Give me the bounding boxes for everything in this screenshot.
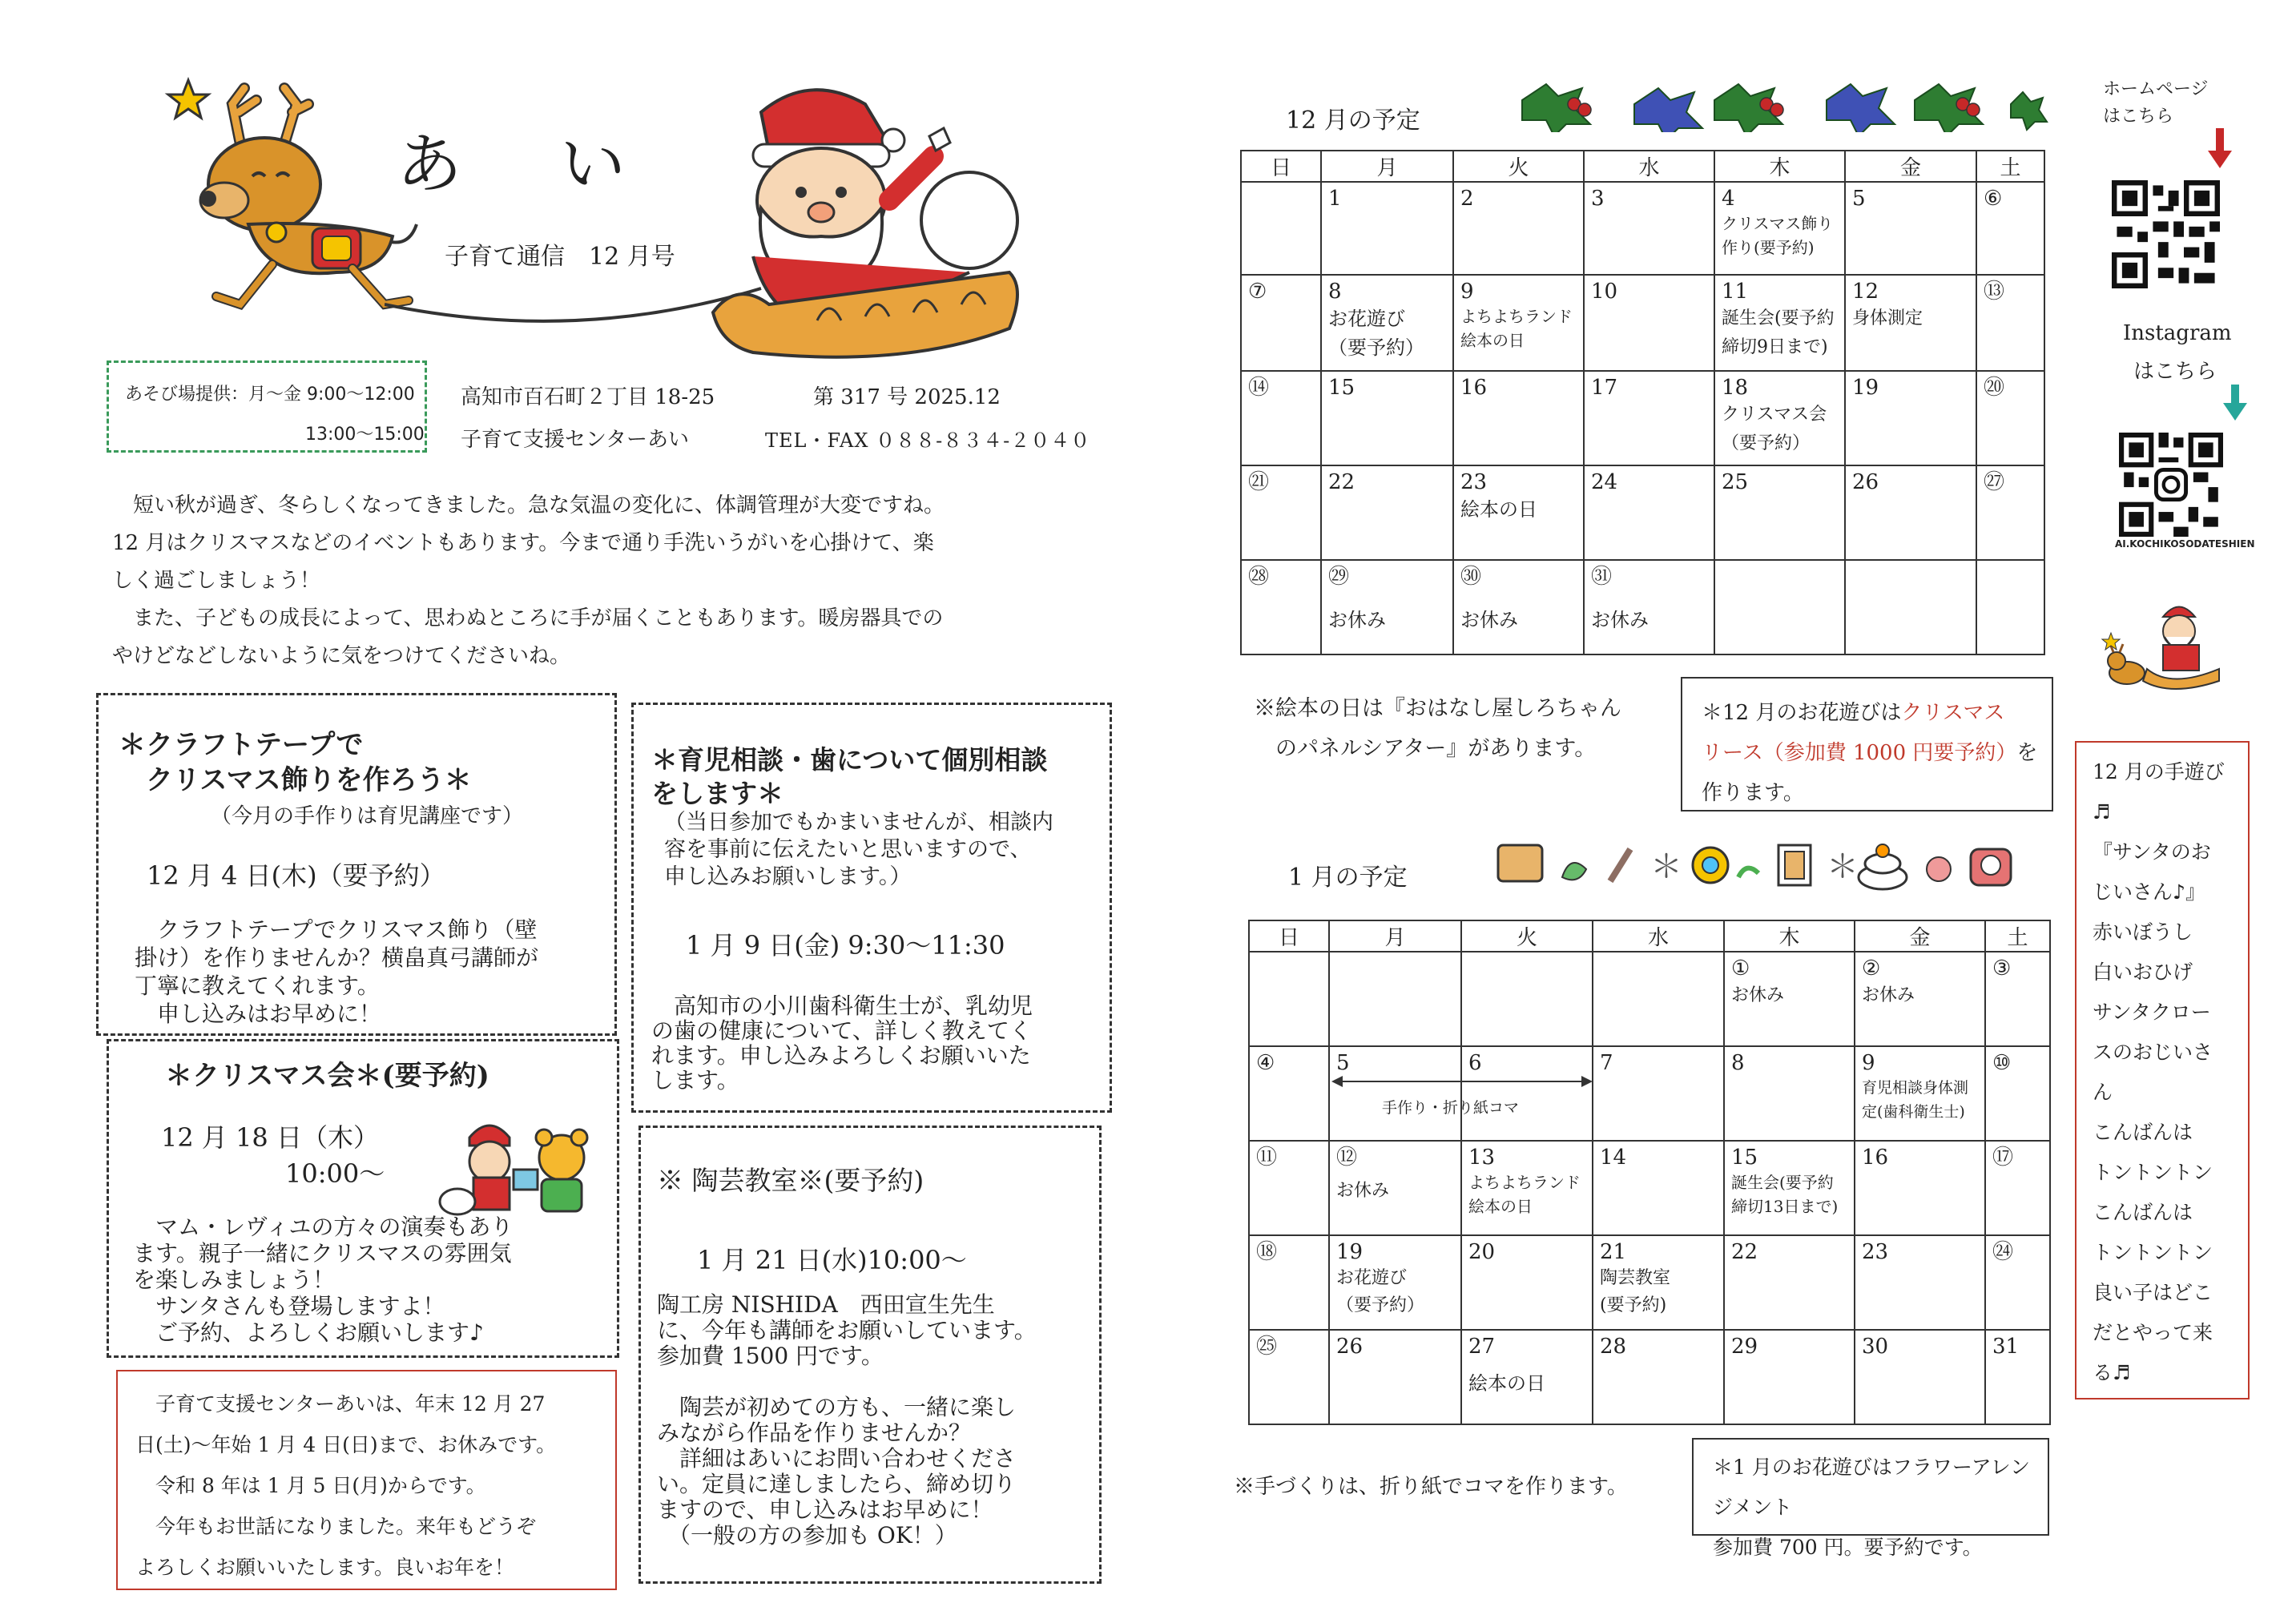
day-event: お休み <box>1862 985 1915 1005</box>
center-tel-fax: TEL・FAX ０８８-８３４-２０４０ <box>765 429 1091 452</box>
calendar-cell <box>1976 182 2044 275</box>
calendar-cell <box>1249 1141 1329 1235</box>
day-event: 陶芸教室 (要予約) <box>1600 1268 1671 1315</box>
christmas-party-box <box>107 1039 619 1358</box>
day-event: お休み <box>1460 609 1518 631</box>
day-number: 24 <box>1591 470 1618 494</box>
day-number: 9 <box>1862 1051 1875 1075</box>
day-number: 12 <box>1852 280 1879 304</box>
day-number: ㉙ <box>1328 565 1350 589</box>
day-number: 16 <box>1862 1146 1889 1170</box>
day-number: ㉛ <box>1591 565 1613 589</box>
day-number: 26 <box>1852 470 1879 494</box>
holly-decoration <box>1514 68 2059 132</box>
day-number: ㉔ <box>1992 1240 2014 1264</box>
day-number: 27 <box>1468 1335 1496 1359</box>
flower-note-prefix: ＊12 月のお花遊びは <box>1702 701 1902 725</box>
weekday-thu: 木 <box>1714 151 1845 182</box>
calendar-cell <box>1845 465 1976 560</box>
consultation-title: ＊育児相談・歯について個別相談 をします＊ <box>651 744 1048 809</box>
day-number: 30 <box>1862 1335 1889 1359</box>
calendar-cell-empty <box>1976 560 2044 654</box>
calendar-cell <box>1453 465 1584 560</box>
day-number: 31 <box>1992 1335 2020 1359</box>
calendar-cell-empty <box>1845 560 1976 654</box>
intro-paragraph: 短い秋が過ぎ、冬らしくなってきました。急な気温の変化に、体調管理が大変ですね。 12 月はクリスマスなどのイベントもあります。今まで通り手洗いうがいを心掛けて、楽 しく過ごしましょう！ また、子どもの成長によって、思わぬところに手が届くこともあります。暖房器具での やけどなどしないように気をつけてくださいね。 <box>112 493 945 668</box>
day-number: 22 <box>1731 1240 1758 1264</box>
christmas-party-body: マム・レヴィユの方々の演奏もあり ます。親子一緒にクリスマスの雰囲気 を楽しみましょう！ サンタさんも登場しますよ！ ご予約、よろしくお願いします♪ <box>133 1214 514 1346</box>
weekday-fri: 金 <box>1845 151 1976 182</box>
weekday-mon: 月 <box>1321 151 1453 182</box>
calendar-cell <box>1985 1046 2050 1141</box>
calendar-cell <box>1855 1046 1985 1141</box>
craft-title: ＊クラフトテープで クリスマス飾りを作ろう＊ <box>119 729 472 796</box>
calendar-cell <box>1329 1141 1461 1235</box>
calendar-cell-empty <box>1461 952 1593 1046</box>
calendar-cell <box>1855 1330 1985 1424</box>
day-event: よちよちランド 絵本の日 <box>1460 307 1573 350</box>
day-event: お休み <box>1731 985 1785 1005</box>
weekday-tue: 火 <box>1453 151 1584 182</box>
weekday-fri: 金 <box>1855 920 1985 952</box>
day-number: 5 <box>1336 1051 1350 1075</box>
day-number: 26 <box>1336 1335 1364 1359</box>
double-arrow-icon <box>1330 1069 1594 1093</box>
day-number: 8 <box>1731 1051 1745 1075</box>
day-number: 29 <box>1731 1335 1758 1359</box>
weekday-wed: 水 <box>1584 151 1714 182</box>
december-note: ※絵本の日は『おはなし屋しろちゃん のパネルシアター』があります。 <box>1254 696 1621 761</box>
calendar-cell <box>1249 1330 1329 1424</box>
homepage-label: ホームページ はこちら <box>2103 79 2209 127</box>
consultation-subtitle: （当日参加でもかまいませんが、相談内 容を事前に伝えたいと思いますので、 申し込みお願いします。） <box>664 810 1053 889</box>
calendar-cell <box>1584 465 1714 560</box>
calendar-cell <box>1584 560 1714 654</box>
calendar-cell <box>1453 371 1584 465</box>
day-event: 誕生会(要予約 締切9日まで) <box>1722 308 1835 357</box>
newsletter-title: あ い <box>397 127 642 203</box>
weekday-thu: 木 <box>1724 920 1855 952</box>
day-number: 19 <box>1852 376 1879 400</box>
day-number: 10 <box>1591 280 1618 304</box>
day-number: 1 <box>1328 187 1342 211</box>
day-number: ① <box>1731 956 1750 981</box>
calendar-cell <box>1855 1141 1985 1235</box>
weekday-sat: 土 <box>1985 920 2050 952</box>
consultation-box <box>631 703 1112 1113</box>
day-event: 身体測定 <box>1852 308 1923 328</box>
day-event: 育児相談身体測 定(歯科衛生士) <box>1862 1079 1969 1121</box>
day-event: お花遊び （要予約） <box>1336 1268 1425 1315</box>
calendar-cell <box>1724 952 1855 1046</box>
day-event: よちよちランド 絵本の日 <box>1468 1173 1581 1216</box>
day-number: 5 <box>1852 187 1866 211</box>
calendar-cell <box>1329 1235 1461 1330</box>
day-number: 2 <box>1460 187 1474 211</box>
january-calendar <box>1248 920 2051 1425</box>
calendar-cell <box>1584 371 1714 465</box>
december-flower-note <box>1702 693 2046 813</box>
day-number: ⑫ <box>1336 1146 1358 1170</box>
calendar-cell-empty <box>1329 952 1461 1046</box>
december-flower-note-box <box>1681 677 2053 812</box>
svg-text:＊: ＊ <box>1650 848 1682 885</box>
calendar-cell <box>1976 465 2044 560</box>
calendar-cell <box>1985 1141 2050 1235</box>
day-number: 17 <box>1591 376 1618 400</box>
calendar-cell <box>1714 371 1845 465</box>
homepage-qr-code[interactable] <box>2112 180 2220 288</box>
day-event: 誕生会(要予約 締切13日まで) <box>1731 1173 1839 1216</box>
day-number: ⑥ <box>1984 187 2003 211</box>
calendar-cell <box>1985 1330 2050 1424</box>
day-number: ⑪ <box>1256 1146 1278 1170</box>
day-number: ④ <box>1256 1051 1275 1075</box>
calendar-cell <box>1453 275 1584 371</box>
day-number: ② <box>1862 956 1881 981</box>
day-number: ㉕ <box>1256 1335 1278 1359</box>
new-year-decoration <box>1490 833 2051 897</box>
december-calendar <box>1240 150 2045 655</box>
play-hours-line2: 13:00～15:00 <box>305 425 425 445</box>
calendar-cell <box>1249 1046 1329 1141</box>
day-number: 3 <box>1591 187 1605 211</box>
calendar-cell <box>1845 182 1976 275</box>
day-event: お休み <box>1336 1181 1390 1201</box>
day-event: クリスマス会 （要予約） <box>1722 405 1827 453</box>
calendar-cell <box>1845 275 1976 371</box>
play-hours-line1: あそび場提供：月～金 9:00～12:00 <box>125 385 415 405</box>
day-event: 絵本の日 <box>1460 498 1537 521</box>
pottery-class-box <box>638 1126 1102 1584</box>
day-number: ⑳ <box>1984 376 2005 400</box>
calendar-cell <box>1845 371 1976 465</box>
day-number: ⑦ <box>1248 280 1267 304</box>
calendar-cell <box>1724 1330 1855 1424</box>
calendar-cell <box>1976 275 2044 371</box>
day-number: 8 <box>1328 280 1342 304</box>
calendar-cell <box>1985 952 2050 1046</box>
january-schedule-heading: 1 月の予定 <box>1288 864 1408 892</box>
consultation-body: 高知市の小川歯科衛生士が、乳幼児 の歯の健康について、詳しく教えてく れます。申し込みよろしくお願いいた します。 <box>651 993 1033 1093</box>
day-number: 21 <box>1600 1240 1627 1264</box>
issue-number: 第 317 号 2025.12 <box>813 385 1001 409</box>
day-number: 14 <box>1600 1146 1627 1170</box>
day-number: 23 <box>1460 470 1488 494</box>
calendar-cell <box>1321 275 1453 371</box>
calendar-cell <box>1241 465 1321 560</box>
calendar-cell <box>1855 1235 1985 1330</box>
weekday-sun: 日 <box>1249 920 1329 952</box>
small-santa-sleigh-illustration <box>2099 593 2227 705</box>
day-number: ㉘ <box>1248 565 1270 589</box>
january-flower-note: ＊1 月のお花遊びはフラワーアレンジメント 参加費 700 円。要予約です。 <box>1713 1456 2030 1559</box>
weekday-tue: 火 <box>1461 920 1593 952</box>
day-event: お花遊び （要予約） <box>1328 308 1424 359</box>
calendar-cell <box>1593 1235 1724 1330</box>
calendar-cell <box>1329 1046 1461 1141</box>
craft-body: クラフトテープでクリスマス飾り（壁 掛け）を作りませんか？横畠真弓講師が 丁寧に教えてくれます。 申し込みはお早めに！ <box>135 916 539 1027</box>
day-number: 18 <box>1722 376 1749 400</box>
christmas-party-time: 10:00～ <box>285 1158 385 1189</box>
day-number: 15 <box>1731 1146 1758 1170</box>
day-number: 6 <box>1468 1051 1482 1075</box>
center-name: 子育て支援センターあい <box>461 428 689 452</box>
weekday-wed: 水 <box>1593 920 1724 952</box>
day-number: 13 <box>1468 1146 1496 1170</box>
day-number: 28 <box>1600 1335 1627 1359</box>
day-number: ⑰ <box>1992 1146 2014 1170</box>
calendar-cell <box>1976 371 2044 465</box>
arrow-down-red-icon <box>2208 128 2232 168</box>
calendar-cell <box>1321 560 1453 654</box>
day-event: お休み <box>1328 609 1386 631</box>
day-number: ㉗ <box>1984 470 2005 494</box>
day-number: 16 <box>1460 376 1488 400</box>
calendar-cell <box>1593 1141 1724 1235</box>
day-number: 11 <box>1722 280 1749 304</box>
calendar-cell <box>1855 952 1985 1046</box>
weekday-sat: 土 <box>1976 151 2044 182</box>
calendar-cell <box>1321 465 1453 560</box>
calendar-cell <box>1714 275 1845 371</box>
play-hours-box <box>107 360 427 453</box>
day-number: 4 <box>1722 187 1735 211</box>
year-end-notice-box <box>116 1370 617 1590</box>
day-number: ⑱ <box>1256 1240 1278 1264</box>
day-number: ⑭ <box>1248 376 1270 400</box>
santa-bear-illustration <box>437 1114 598 1218</box>
calendar-cell <box>1724 1141 1855 1235</box>
calendar-cell <box>1461 1141 1593 1235</box>
calendar-cell <box>1724 1046 1855 1141</box>
day-number: 15 <box>1328 376 1355 400</box>
day-number: 19 <box>1336 1240 1364 1264</box>
day-number: ㉚ <box>1460 565 1482 589</box>
day-number: 22 <box>1328 470 1355 494</box>
year-end-notice-text: 子育て支援センターあいは、年末 12 月 27 日(土)～年始 1 月 4 日(日)まで、お休みです。 令和 8 年は 1 月 5 日(月)からです。 今年もお世話になりました。来年もどうぞ よろしくお願いいたします。良いお年を！ <box>135 1392 557 1579</box>
christmas-party-title: ＊クリスマス会＊(要予約) <box>165 1060 489 1092</box>
day-number: 25 <box>1722 470 1749 494</box>
craft-top-label: 手作り・折り紙コマ <box>1382 1099 1520 1117</box>
pottery-title: ※ 陶芸教室※(要予約) <box>657 1165 924 1196</box>
calendar-cell <box>1461 1046 1593 1141</box>
finger-play-song-box <box>2075 741 2250 1399</box>
christmas-party-date: 12 月 18 日（木） <box>161 1122 379 1153</box>
calendar-cell <box>1241 275 1321 371</box>
day-number: 7 <box>1600 1051 1613 1075</box>
day-number: 23 <box>1862 1240 1889 1264</box>
day-number: ③ <box>1992 956 2012 981</box>
calendar-cell <box>1329 1330 1461 1424</box>
calendar-cell-empty <box>1249 952 1329 1046</box>
instagram-label: Instagram はこちら <box>2123 321 2232 384</box>
december-schedule-heading: 12 月の予定 <box>1286 107 1420 135</box>
calendar-cell <box>1593 1046 1724 1141</box>
calendar-cell <box>1453 560 1584 654</box>
calendar-cell <box>1453 182 1584 275</box>
calendar-cell <box>1241 371 1321 465</box>
craft-date: 12 月 4 日(木)（要予約） <box>147 860 445 891</box>
calendar-cell <box>1249 1235 1329 1330</box>
calendar-cell <box>1461 1330 1593 1424</box>
day-event: 絵本の日 <box>1468 1372 1545 1395</box>
svg-text:＊: ＊ <box>1827 848 1859 885</box>
craft-subtitle: （今月の手作りは育児講座です） <box>211 804 524 828</box>
craft-event-box <box>96 693 617 1036</box>
day-number: ⑬ <box>1984 280 2005 304</box>
calendar-cell <box>1321 371 1453 465</box>
day-number: 9 <box>1460 280 1474 304</box>
day-number: ⑩ <box>1992 1051 2012 1075</box>
calendar-cell <box>1724 1235 1855 1330</box>
calendar-cell <box>1714 465 1845 560</box>
arrow-down-teal-icon <box>2223 385 2247 421</box>
day-event: クリスマス飾り 作り(要予約) <box>1722 214 1834 257</box>
pottery-date: 1 月 21 日(水)10:00～ <box>697 1245 967 1275</box>
calendar-cell <box>1321 182 1453 275</box>
day-number: 20 <box>1468 1240 1496 1264</box>
january-flower-note-box <box>1692 1438 2049 1559</box>
calendar-cell-empty <box>1593 952 1724 1046</box>
weekday-sun: 日 <box>1241 151 1321 182</box>
calendar-cell <box>1241 560 1321 654</box>
calendar-cell <box>1461 1235 1593 1330</box>
calendar-cell <box>1584 182 1714 275</box>
calendar-cell <box>1584 275 1714 371</box>
finger-play-song-text: 12 月の手遊び ♬ 『サンタのお じいさん♪』 赤いぼうし 白いおひげ サンタクロー スのおじいさ ん こんばんは トントントン こんばんは トントントン 良い子はどこ だとやって来 る♬ <box>2093 760 2225 1384</box>
consultation-date: 1 月 9 日(金) 9:30～11:30 <box>686 930 1005 961</box>
calendar-cell <box>1714 182 1845 275</box>
calendar-cell <box>1593 1330 1724 1424</box>
day-event: お休み <box>1591 609 1649 631</box>
flower-note-highlight: クリスマス リース（参加費 1000 円要予約） <box>1702 701 2017 765</box>
january-note: ※手づくりは、折り紙でコマを作ります。 <box>1234 1475 1628 1499</box>
calendar-cell-empty <box>1714 560 1845 654</box>
center-address: 高知市百石町２丁目 18-25 <box>461 385 715 409</box>
newsletter-subtitle: 子育て通信 12 月号 <box>445 243 675 271</box>
instagram-qr-code[interactable] <box>2119 433 2223 537</box>
day-number: ㉑ <box>1248 470 1270 494</box>
calendar-cell <box>1985 1235 2050 1330</box>
weekday-mon: 月 <box>1329 920 1461 952</box>
flower-note-suffix: を 作ります。 <box>1702 741 2038 805</box>
pottery-body: 陶工房 NISHIDA 西田宣生先生 に、今年も講師をお願いしています。 参加費 1500 円です。 陶芸が初めての方も、一緒に楽し みながら作品を作りませんか？ 詳細はあいにお問い合わせくださ い。定員に達しましたら、締め切り ますので、申し込みはお早めに！ （一般の方の参加も OK！） <box>657 1291 1037 1548</box>
calendar-cell-empty <box>1241 182 1321 275</box>
instagram-handle: AI.KOCHIKOSODATESHIEN <box>2115 538 2255 550</box>
santa-sleigh-illustration <box>705 80 1057 368</box>
